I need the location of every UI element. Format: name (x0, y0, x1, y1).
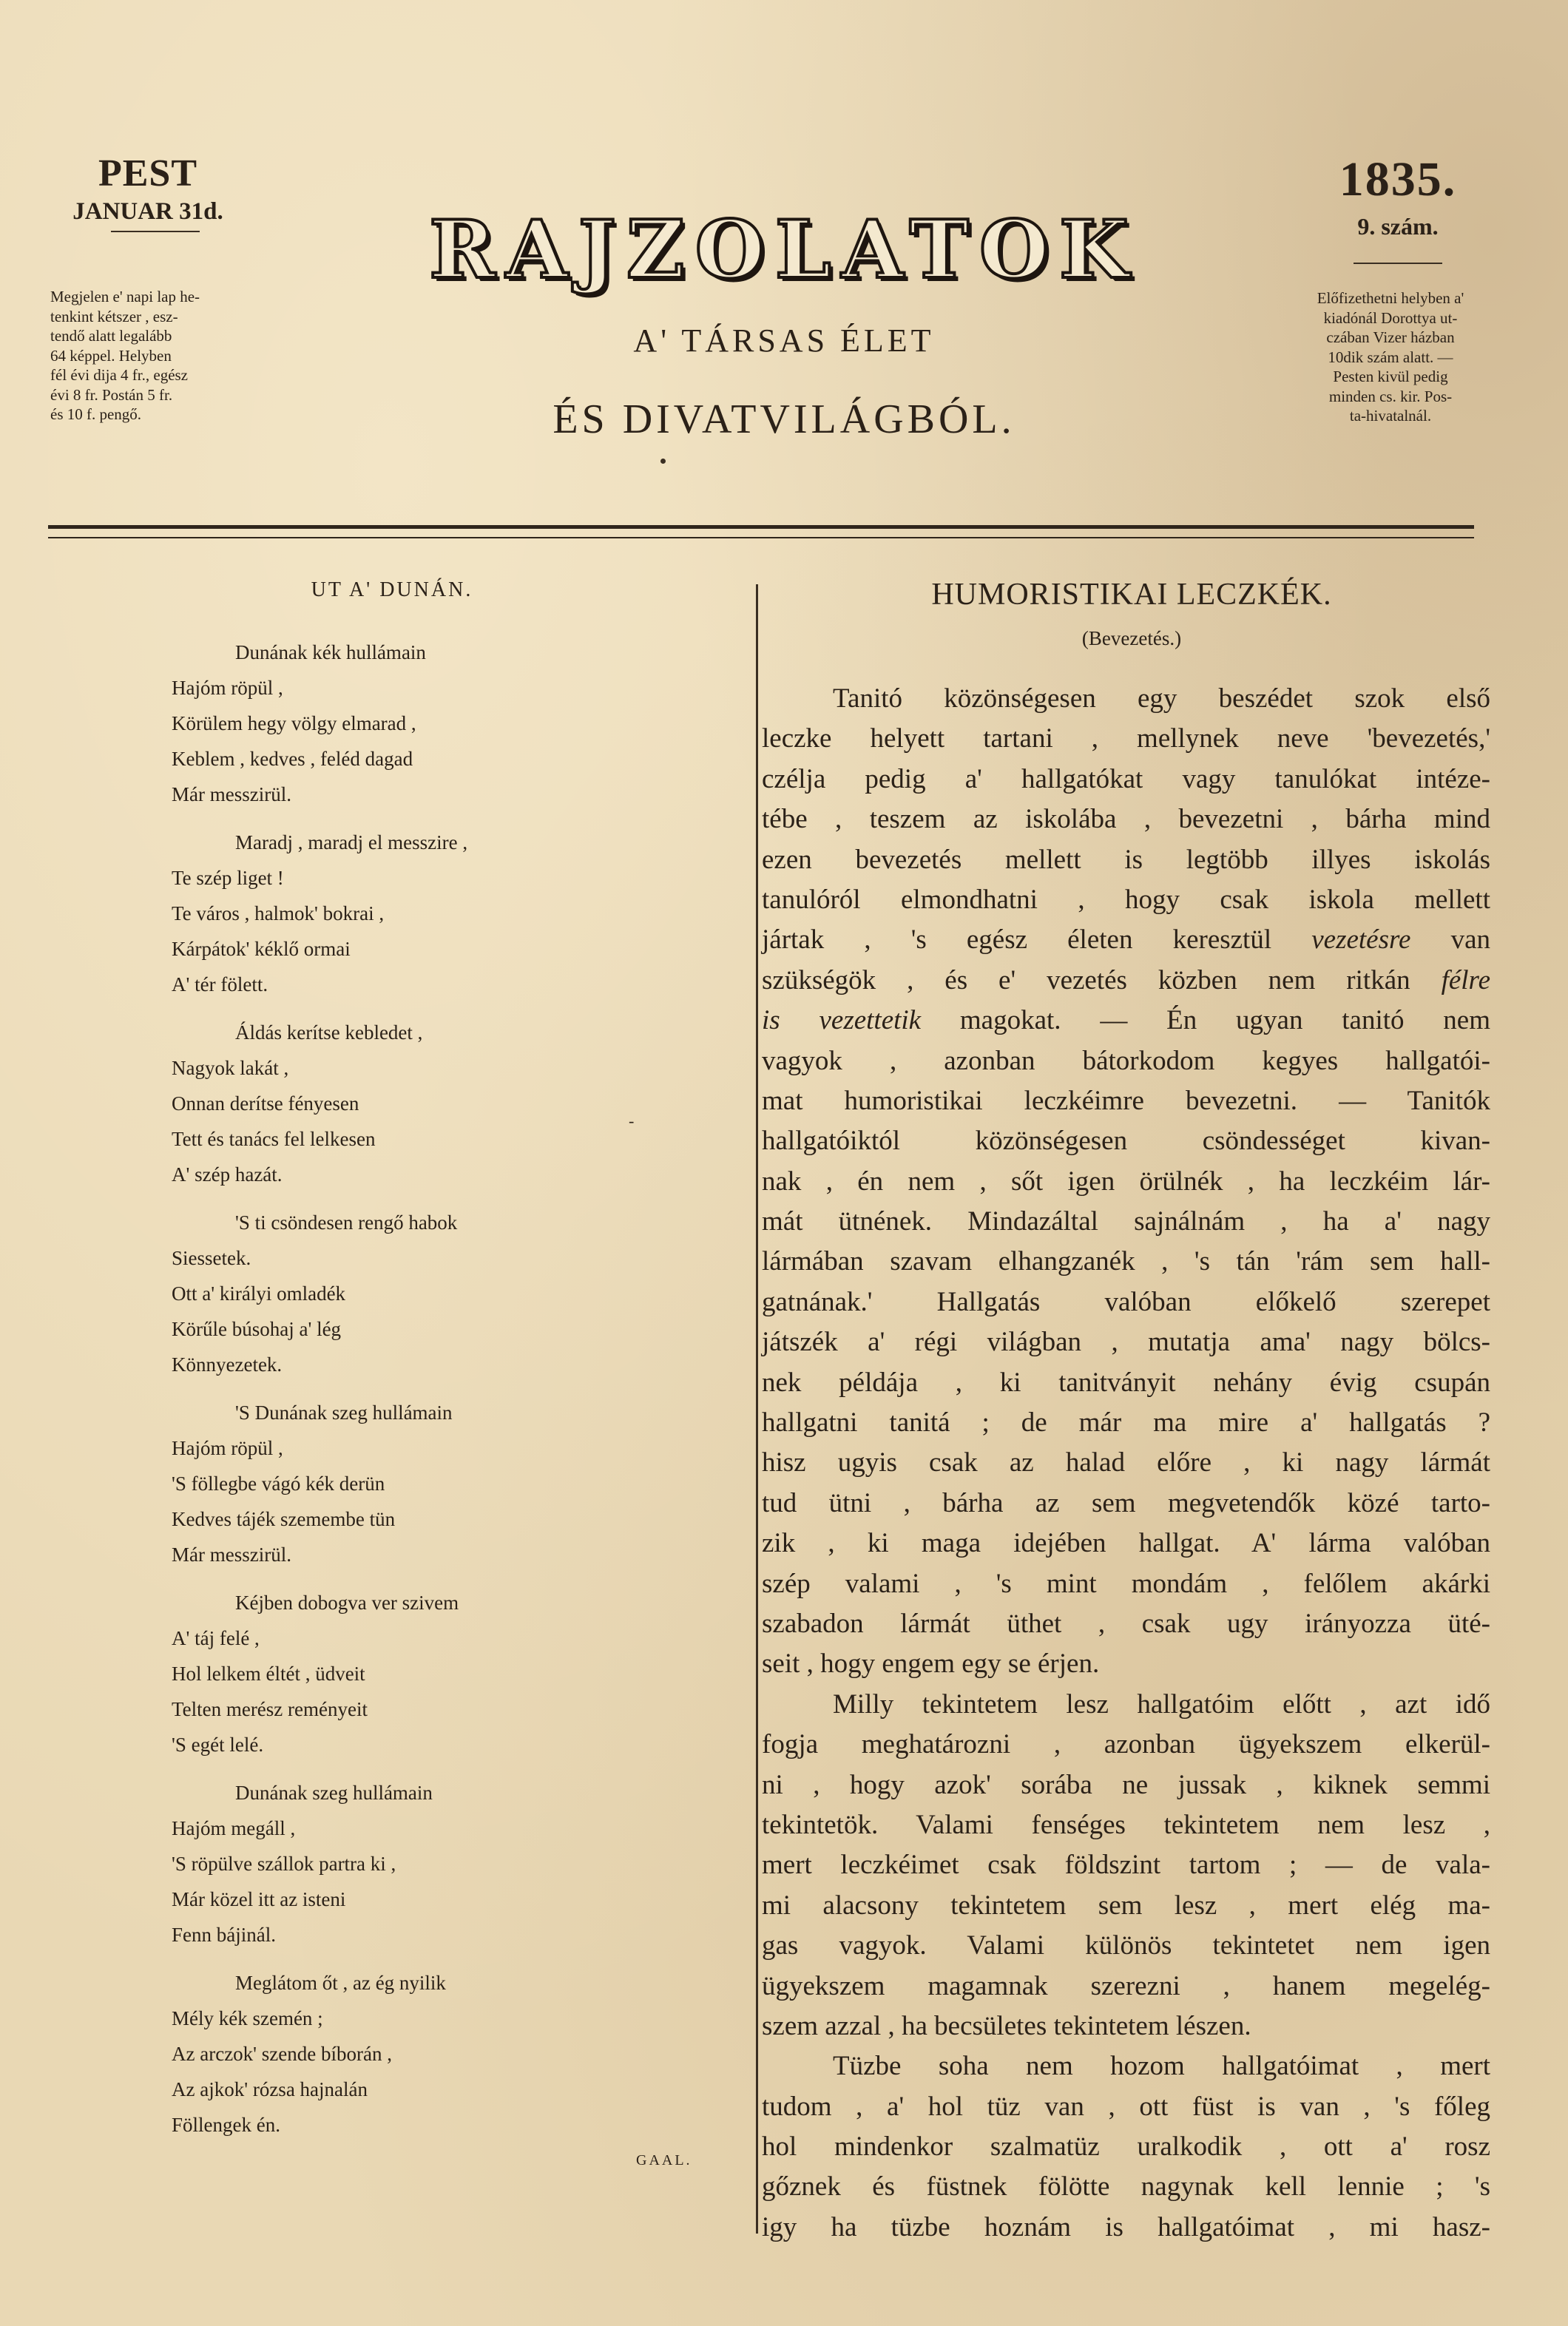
article-line-text: Milly tekintetem lesz hallgatóim előtt , azt idő (833, 1688, 1490, 1720)
article-line-text: jártak , 's egész életen keresztül (762, 924, 1272, 956)
article-line-text: mat humoristikai leczkéimre bevezetni. — Tanitók (762, 1085, 1490, 1116)
subscription-line: és 10 f. pengő. (50, 405, 142, 423)
article-line (762, 2087, 1490, 2127)
italic-emphasis: vezetésre (1311, 924, 1411, 956)
poem-line: 'S Dunának szeg hullámain (235, 1402, 453, 1424)
poem-line: 'S föllegbe vágó kék derün (172, 1473, 385, 1495)
article-line (762, 799, 1490, 839)
article-line-text: tud ütni , bárha az sem megvetendők közé tarto- (762, 1487, 1490, 1518)
italic-emphasis: is vezettetik (762, 1005, 922, 1036)
poem-line: Körülem hegy völgy elmarad , (172, 712, 416, 734)
article-line (762, 1524, 1490, 1563)
stray-mark: - (629, 1112, 635, 1130)
article-line-text: gatnának.' Hallgatás valóban előkelő szerepet (762, 1286, 1490, 1317)
poem-stanza (172, 825, 615, 1002)
article-line (762, 1202, 1490, 1242)
poem-line: Könnyezetek. (172, 1353, 283, 1376)
article-line-text: leczke helyett tartani , mellynek neve 'bevezetés,' (762, 723, 1490, 754)
poem-line: Már messzirül. (172, 783, 291, 805)
article-line-text: zik , ki maga idejében hallgat. A' lárma valóban (762, 1528, 1490, 1559)
poem-line: Az arczok' szende bíborán , (172, 2043, 392, 2065)
article-line (762, 1363, 1490, 1403)
article-line-text: Tanitó közönségesen egy beszédet szok első (833, 683, 1490, 714)
poem-line: Maradj , maradj el messzire , (235, 831, 468, 853)
article-subtitle: (Bevezetés.) (1081, 627, 1182, 649)
article-line (762, 1322, 1490, 1362)
article-line (762, 2167, 1490, 2207)
article-line-text: igy ha tüzbe hoznám is hallgatóimat , mi hasz- (762, 2211, 1490, 2242)
article-line-text: tudom , a' hol tüz van , ott füst is van , 's főleg (762, 2091, 1490, 2122)
article-line (762, 719, 1490, 759)
article-line-text: ezen bevezetés mellett is legtöbb illyes iskolás (762, 844, 1490, 875)
poem-line: Már messzirül. (172, 1544, 291, 1566)
poem-line: Hol lelkem éltét , üdveit (172, 1663, 365, 1685)
italic-emphasis: félre (1441, 964, 1491, 995)
article-line-text: tekintetök. Valami fenséges tekintetem nem lesz , (762, 1809, 1490, 1840)
article-line-text: fogja meghatározni , azonban ügyekszem elkerül- (762, 1729, 1490, 1760)
article-line-text: nek példája , ki tanitványit nehány évig csupán (762, 1367, 1490, 1398)
poem-signature: GAAL. (636, 2152, 692, 2168)
article-line (762, 1765, 1490, 1805)
article-line-text: hol mindenkor szalmatüz uralkodik , ott a' rosz (762, 2131, 1490, 2163)
article-line-text: szép valami , 's mint mondám , felőlem akárki (762, 1568, 1490, 1599)
subscription-line: kiadónál Dorottya ut- (1323, 308, 1458, 327)
poem-line: Mély kék szemén ; (172, 2007, 323, 2029)
poem-line: Meglátom őt , az ég nyilik (235, 1972, 446, 1994)
poem-line: A' szép hazát. (172, 1163, 283, 1186)
article-line (762, 1926, 1490, 1966)
article-line-text: szükségök , és e' vezetés közben nem ritkán (762, 964, 1410, 995)
article-line (762, 1242, 1490, 1282)
article-line (762, 1121, 1490, 1161)
article-body (762, 679, 1490, 2248)
issue-number: 9. szám. (1357, 213, 1439, 240)
subscription-line: fél évi dija 4 fr., egész (50, 366, 189, 384)
poem-line: Te város , halmok' bokrai , (172, 902, 385, 924)
poem-line: Siessetek. (172, 1247, 251, 1269)
poem-line: Az ajkok' rózsa hajnalán (172, 2078, 368, 2100)
article-line (762, 1967, 1490, 2006)
newspaper-subtitle-line-2: ÉS DIVATVILÁGBÓL. (552, 396, 1016, 442)
poem-stanza (172, 1015, 615, 1192)
article-line-text: van (1450, 924, 1490, 956)
article-line (762, 1484, 1490, 1524)
article-line-text: ni , hogy azok' sorába ne jussak , kiknek semmi (762, 1769, 1490, 1800)
subscription-line: ta-hivatalnál. (1349, 407, 1432, 425)
poem-stanza (172, 1775, 615, 1953)
article-line-text: seit , hogy engem egy se érjen. (762, 1649, 1100, 1680)
poem-stanza (172, 635, 615, 812)
article-line-text: hisz ugyis csak az halad előre , ki nagy lármát (762, 1447, 1490, 1478)
article-line-text: mert leczkéimet csak földszint tartom ; — de vala- (762, 1850, 1490, 1881)
short-rule-right (1354, 263, 1442, 264)
subscription-line: Pesten kivül pedig (1333, 368, 1448, 385)
subscription-line: 10dik szám alatt. — (1328, 348, 1453, 366)
article-line-text: nak , én nem , sőt igen örülnék , ha leczkéim lár- (762, 1166, 1490, 1197)
poem-stanza (172, 1395, 615, 1572)
newspaper-title: RAJZOLATOK (429, 203, 1139, 297)
article-line (762, 1403, 1490, 1443)
article-line (762, 1041, 1490, 1081)
article-line-text: szabadon lármát üthet , csak ugy irányozza üté- (762, 1608, 1490, 1639)
masthead-divider-thin (48, 537, 1474, 538)
place-name: PEST (98, 152, 198, 195)
poem-line: Telten merész reményeit (172, 1698, 368, 1720)
poem-line: 'S röpülve szállok partra ki , (172, 1853, 396, 1875)
poem-line: Kárpátok' kéklő ormai (172, 938, 351, 960)
article-line-text: lármában szavam elhangzanék , 's tán 'rám sem hall- (762, 1246, 1490, 1277)
poem-line: Föllengek én. (172, 2114, 280, 2136)
article-line-text: szem azzal , ha becsületes tekintetem lészen. (762, 2010, 1251, 2041)
article-line (762, 1725, 1490, 1765)
article-line (762, 2006, 1490, 2046)
poem-line: Dunának kék hullámain (235, 641, 426, 663)
article-line (762, 679, 1490, 719)
article-line-text: gas vagyok. Valami különös tekintetet nem igen (762, 1930, 1490, 1961)
article-line (762, 1685, 1490, 1725)
article-line (762, 1644, 1490, 1684)
poem-line: Nagyok lakát , (172, 1057, 289, 1079)
poem-title: UT A' DUNÁN. (311, 578, 473, 601)
article-line-text: tanulóról elmondhatni , hogy csak iskola mellett (762, 884, 1490, 915)
poem-line: Hajóm megáll , (172, 1817, 296, 1839)
poem-body (172, 635, 615, 2155)
issue-date: JANUAR 31d. (72, 198, 223, 225)
article-line (762, 760, 1490, 799)
poem-stanza (172, 1965, 615, 2143)
article-line (762, 1805, 1490, 1845)
article-line (762, 920, 1490, 960)
article-line-text: mi alacsony tekintetem sem lesz , mert elég ma- (762, 1890, 1490, 1921)
article-line (762, 1162, 1490, 1202)
poem-line: 'S ti csöndesen rengő habok (235, 1211, 458, 1234)
subscription-line: tenkint kétszer , esz- (50, 307, 178, 325)
poem-line: Körűle búsohaj a' lég (172, 1318, 342, 1340)
article-line-text: magokat. — Én ugyan tanitó nem (959, 1005, 1490, 1036)
publication-year: 1835. (1339, 152, 1457, 206)
poem-line: Dunának szeg hullámain (235, 1782, 433, 1804)
article-title: HUMORISTIKAI LECZKÉK. (931, 578, 1332, 612)
article-line (762, 1845, 1490, 1885)
poem-line: 'S egét lelé. (172, 1734, 264, 1756)
ornament-dot (660, 459, 666, 464)
article-line-text: czélja pedig a' hallgatókat vagy tanulókat intéze- (762, 763, 1490, 794)
article-line (762, 1282, 1490, 1322)
subscription-line: tendő alatt legalább (50, 327, 172, 345)
article-line-text: mát ütnének. Mindazáltal sajnálnám , ha a' nagy (762, 1206, 1490, 1237)
poem-line: Onnan derítse fényesen (172, 1092, 359, 1115)
article-line-text: hallgatóiktól közönségesen csöndességet kivan- (762, 1126, 1490, 1157)
subscription-line: Előfizethetni helyben a' (1317, 289, 1464, 307)
column-divider (756, 584, 758, 2234)
poem-line: Te szép liget ! (172, 867, 284, 889)
masthead-divider-thick (48, 525, 1474, 529)
subscription-info-left (50, 287, 265, 425)
article-line (762, 880, 1490, 920)
article-line (762, 840, 1490, 880)
poem-line: Fenn bájinál. (172, 1924, 276, 1946)
article-line (762, 2046, 1490, 2086)
article-line (762, 1604, 1490, 1644)
subscription-info-right (1280, 288, 1501, 426)
poem-line: Kéjben dobogva ver szivem (235, 1592, 459, 1614)
poem-stanza (172, 1205, 615, 1382)
newspaper-subtitle-line-1: A' TÁRSAS ÉLET (633, 322, 935, 359)
poem-line: Hajóm röpül , (172, 1437, 283, 1459)
poem-line: A' táj felé , (172, 1627, 260, 1649)
short-rule-left (111, 231, 200, 232)
article-line-text: játszék a' régi világban , mutatja ama' nagy bölcs- (762, 1327, 1490, 1358)
subscription-line: 64 képpel. Helyben (50, 346, 172, 365)
subscription-line: évi 8 fr. Postán 5 fr. (50, 385, 173, 404)
subscription-line: czában Vizer házban (1326, 328, 1455, 346)
poem-line: Keblem , kedves , feléd dagad (172, 748, 413, 770)
article-line-text: vagyok , azonban bátorkodom kegyes hallgatói- (762, 1045, 1490, 1076)
poem-line: Tett és tanács fel lelkesen (172, 1128, 376, 1150)
article-line (762, 1886, 1490, 1926)
article-line (762, 2208, 1490, 2248)
article-line-text: tébe , teszem az iskolába , bevezetni , bárha mind (762, 804, 1490, 835)
article-line-text: gőznek és füstnek fölötte nagynak kell lennie ; 's (762, 2171, 1490, 2202)
poem-stanza (172, 1585, 615, 1762)
poem-line: Áldás kerítse kebledet , (235, 1021, 423, 1044)
subscription-line: Megjelen e' napi lap he- (50, 288, 200, 305)
article-line (762, 2127, 1490, 2167)
article-line (762, 1081, 1490, 1121)
article-line-text: ügyekszem magamnak szerezni , hanem megelég- (762, 1970, 1490, 2001)
article-line (762, 1001, 1490, 1041)
poem-line: Ott a' királyi omladék (172, 1282, 346, 1305)
article-line (762, 1443, 1490, 1483)
article-line (762, 1564, 1490, 1604)
poem-line: Már közel itt az isteni (172, 1888, 346, 1910)
article-line-text: hallgatni tanitá ; de már ma mire a' hallgatás ? (762, 1407, 1490, 1438)
subscription-line: minden cs. kir. Pos- (1328, 387, 1453, 405)
poem-line: Hajóm röpül , (172, 677, 283, 699)
article-line (762, 961, 1490, 1001)
poem-line: A' tér fölett. (172, 973, 268, 995)
poem-line: Kedves tájék szemembe tün (172, 1508, 396, 1530)
article-line-text: Tüzbe soha nem hozom hallgatóimat , mert (833, 2051, 1490, 2082)
